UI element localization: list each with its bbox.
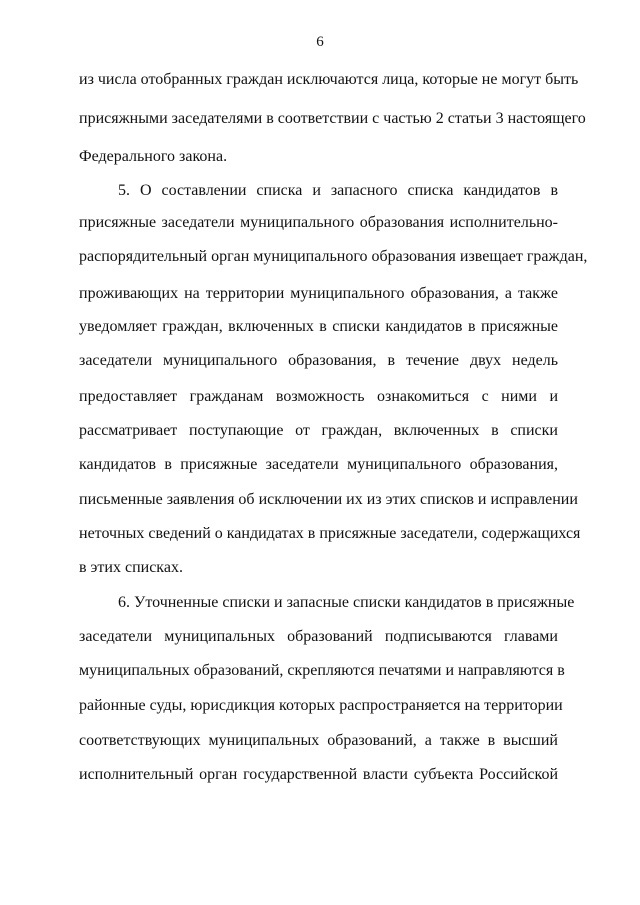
text-line: 6. Уточненные списки и запасные списки кандидатов в присяжные: [118, 594, 575, 611]
text-line: предоставляет гражданам возможность ознакомиться с ними и: [79, 388, 558, 405]
text-line: исполнительный орган государственной власти субъекта Российской: [79, 766, 558, 783]
text-line: в этих списках.: [79, 559, 183, 576]
text-line: Федерального закона.: [79, 148, 228, 165]
text-line: 5. О составлении списка и запасного списка кандидатов в: [118, 182, 558, 199]
text-line: соответствующих муниципальных образований, а также в высший: [79, 732, 558, 749]
page-number: 6: [316, 34, 324, 50]
text-line: присяжные заседатели муниципального образования исполнительно-: [79, 214, 558, 231]
text-line: уведомляет граждан, включенных в списки кандидатов в присяжные: [79, 318, 558, 335]
text-line: районные суды, юрисдикция которых распространяется на территории: [79, 697, 563, 714]
text-line: письменные заявления об исключении их из этих списков и исправлении: [79, 491, 578, 508]
text-line: рассматривает поступающие от граждан, включенных в списки: [79, 422, 558, 439]
text-line: присяжными заседателями в соответствии с частью 2 статьи 3 настоящего: [79, 110, 586, 127]
text-line: из числа отобранных граждан исключаются лица, которые не могут быть: [79, 71, 579, 88]
text-line: распорядительный орган муниципального образования извещает граждан,: [79, 248, 588, 265]
text-line: неточных сведений о кандидатах в присяжные заседатели, содержащихся: [79, 525, 581, 542]
text-line: заседатели муниципального образования, в течение двух недель: [79, 352, 558, 369]
text-line: кандидатов в присяжные заседатели муниципального образования,: [79, 456, 558, 473]
text-line: заседатели муниципальных образований подписываются главами: [79, 628, 558, 645]
text-line: проживающих на территории муниципального образования, а также: [79, 285, 558, 302]
text-line: муниципальных образований, скрепляются печатями и направляются в: [79, 662, 565, 679]
